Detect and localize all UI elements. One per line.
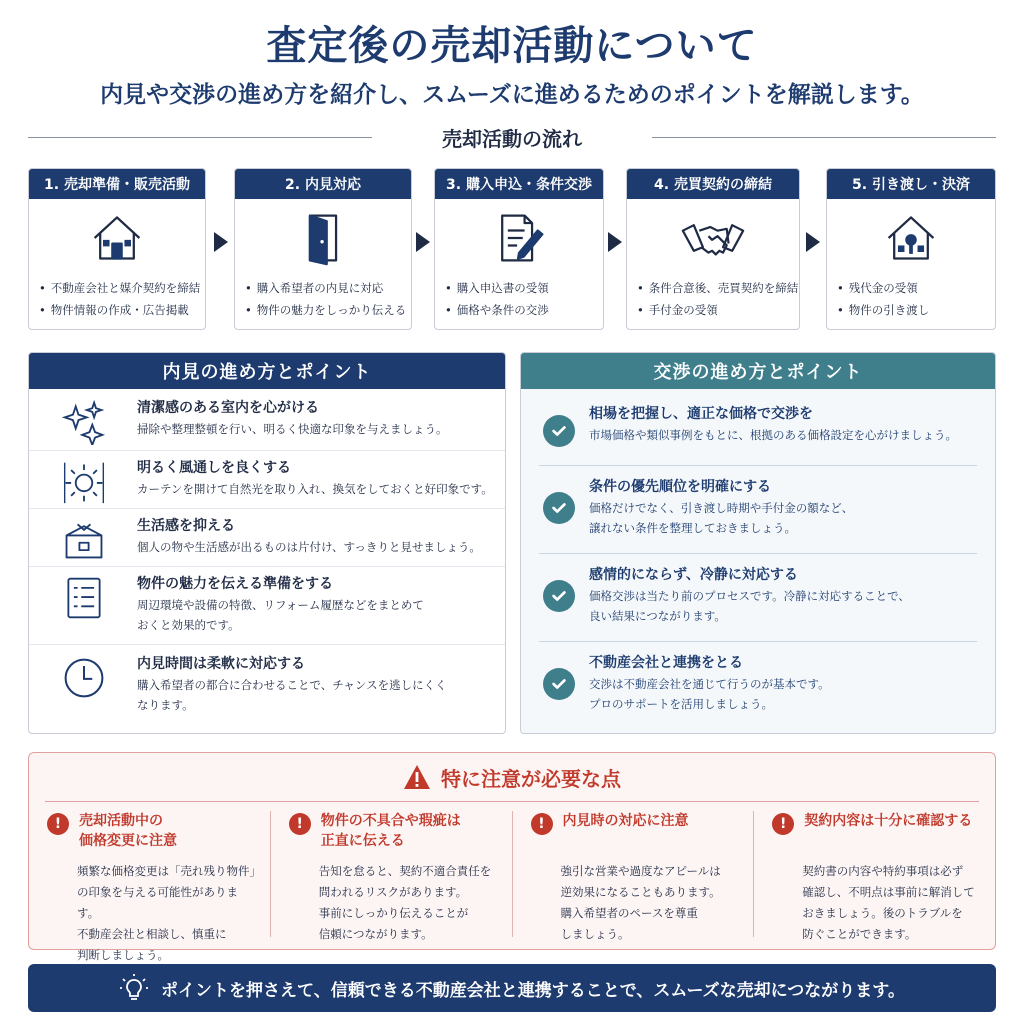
caution-item-title: 内見時の対応に注意 [562,813,689,829]
flow-step-bullet: • 価格や条件の交渉 [445,299,595,321]
sales-flow [28,168,996,330]
arrow-right-icon [608,232,622,252]
check-icon [543,668,575,700]
summary-text: ポイントを押さえて、信頼できる不動産会社と連携することで、スムーズな売却につながります。 [161,980,905,1001]
check-icon [543,492,575,524]
tip-title: 条件の優先順位を明確にする [589,479,771,495]
tip-description: カーテンを開けて自然光を取り入れ、換気をしておくと好印象です。 [137,482,493,496]
flow-heading-row [28,122,996,152]
viewing-tip [29,451,505,509]
viewing-points-panel [28,352,506,734]
caution-item-title: 契約内容は十分に確認する [804,813,973,829]
summary-banner [28,964,996,1012]
caution-item-title: 売却活動中の 価格変更に注意 [79,813,177,849]
tip-title: 物件の魅力を伝える準備をする [137,576,333,592]
caution-item [512,811,754,941]
divider [652,137,996,138]
exclamation-icon: ! [531,813,553,835]
caution-item-description: 頻繁な価格変更は「売れ残り物件」 の印象を与える可能性があります。 不動産会社と相談し、慎重に 判断しましょう。 [77,864,261,962]
viewing-tip [29,509,505,567]
caution-item [29,811,270,962]
viewing-tip [29,567,505,645]
flow-step-bullet: • 購入希望者の内見に対応 [245,277,403,299]
caution-heading: 特に注意が必要な点 [441,766,621,791]
flow-step-1 [28,168,206,330]
caution-item-description: 告知を怠ると、契約不適合責任を 問われるリスクがあります。 事前にしっかり伝えることが 信頼につながります。 [318,864,492,941]
negotiation-points-panel [520,352,996,734]
negotiation-tip [539,641,977,731]
flow-step-5 [826,168,996,330]
tip-title: 相場を把握し、適正な価格で交渉を [589,406,813,422]
tip-title: 不動産会社と連携をとる [589,655,743,671]
flow-step-bullet: • 残代金の受領 [837,277,987,299]
caution-item-description: 契約書の内容や特約事項は必ず 確認し、不明点は事前に解消して おきましょう。後のトラブルを 防ぐことができます。 [802,864,975,941]
sun-icon [57,457,111,508]
negotiation-tip [539,389,977,465]
flow-step-bullet: • 条件合意後、売買契約を締結 [637,277,791,299]
divider [28,137,372,138]
caution-item-title: 物件の不具合や瑕疵は 正直に伝える [320,813,461,849]
negotiation-tip [539,465,977,553]
storage-box-icon [57,515,111,566]
exclamation-icon: ! [47,813,69,835]
flow-step-label: 3. 購入申込・条件交渉 [435,169,603,199]
tip-description: 掃除や整理整頓を行い、明るく快適な印象を与えましょう。 [137,422,448,436]
lightbulb-icon [119,973,149,1003]
tip-description: 譲れない条件を整理しておきましょう。 [589,521,796,535]
flow-step-label: 2. 内見対応 [235,169,411,199]
check-icon [543,415,575,447]
page-subtitle: 内見や交渉の進め方を紹介し、スムーズに進めるためのポイントを解説します。 [100,82,924,108]
panel-heading: 内見の進め方とポイント [29,353,505,389]
flow-step-3 [434,168,604,330]
flow-step-bullet: • 手付金の受領 [637,299,791,321]
caution-columns [29,811,995,962]
caution-heading-row [29,753,995,801]
document-pen-icon [435,199,603,277]
flow-step-bullet: • 物件情報の作成・広告掲載 [39,299,197,321]
flow-step-label: 4. 売買契約の締結 [627,169,799,199]
arrow-right-icon [806,232,820,252]
caution-item [753,811,995,941]
tip-description: 交渉は不動産会社を通じて行うのが基本です。 [589,677,830,691]
caution-item-description: 強引な営業や過度なアピールは 逆効果になることもあります。 購入希望者のペースを尊重 しましょう。 [560,864,721,941]
arrow-right-icon [416,232,430,252]
tip-description: 個人の物や生活感が出るものは片付け、すっきりと見せましょう。 [137,540,481,554]
exclamation-icon: ! [289,813,311,835]
flow-step-bullet: • 物件の魅力をしっかり伝える [245,299,403,321]
flow-step-2 [234,168,412,330]
divider [45,801,979,802]
tip-description: 購入希望者の都合に合わせることで、チャンスを逃しにくく [137,678,447,692]
flow-step-label: 1. 売却準備・販売活動 [29,169,205,199]
checklist-icon [57,573,111,644]
tip-description: おくと効果的です。 [137,618,240,632]
tip-title: 内見時間は柔軟に対応する [137,656,305,672]
warning-icon [403,764,431,790]
viewing-tip [29,645,505,729]
flow-step-4 [626,168,800,330]
arrow-right-icon [214,232,228,252]
tip-description: 周辺環境や設備の特徴、リフォーム履歴などをまとめて [137,598,424,612]
clock-icon [57,653,111,729]
tip-title: 清潔感のある室内を心がける [137,400,319,416]
tip-title: 明るく風通しを良くする [137,460,291,476]
tip-title: 感情的にならず、冷静に対応する [589,567,798,583]
tip-description: なります。 [137,698,194,712]
tip-description: 価格だけでなく、引き渡し時期や手付金の額など、 [589,501,854,515]
exclamation-icon: ! [772,813,794,835]
page-title: 査定後の売却活動について [266,22,758,69]
tip-description: 価格交渉は当たり前のプロセスです。冷静に対応することで、 [589,589,910,603]
handshake-icon [627,199,799,277]
tip-title: 生活感を抑える [137,518,235,534]
flow-step-bullet: • 物件の引き渡し [837,299,987,321]
caution-item [270,811,512,941]
caution-box [28,752,996,962]
house-key-icon [827,199,995,277]
flow-step-bullet: • 購入申込書の受領 [445,277,595,299]
flow-heading: 売却活動の流れ [442,126,582,151]
tip-description: 市場価格や類似事例をもとに、根拠のある価格設定を心がけましょう。 [589,428,957,442]
viewing-tip [29,389,505,451]
negotiation-tip [539,553,977,641]
tip-description: 良い結果につながります。 [589,609,726,623]
house-icon [29,199,205,277]
sparkle-icon [57,397,111,450]
panel-heading: 交渉の進め方とポイント [521,353,995,389]
tip-description: プロのサポートを活用しましょう。 [589,697,773,711]
check-icon [543,580,575,612]
flow-step-bullet: • 不動産会社と媒介契約を締結 [39,277,197,299]
door-icon [235,199,411,277]
flow-step-label: 5. 引き渡し・決済 [827,169,995,199]
